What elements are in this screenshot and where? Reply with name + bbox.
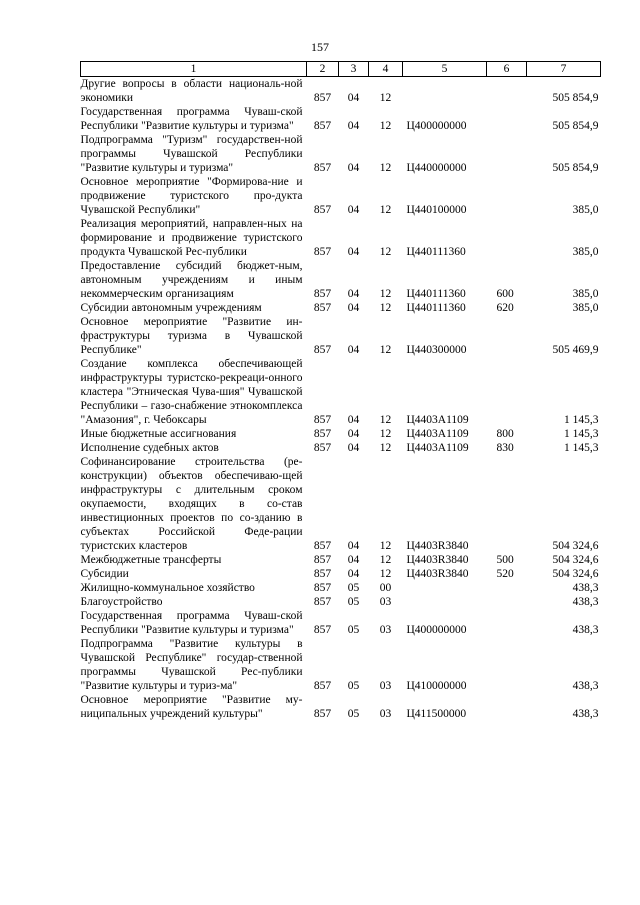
table-row: [81, 217, 601, 259]
table-row: [81, 693, 601, 721]
row-name: Субсидии автономным учреждениям: [80, 302, 262, 314]
table-row: [81, 441, 601, 455]
row-name: Основное мероприятие "Развитие ин-фраструктуры туризма в Чувашской Республике": [80, 316, 303, 356]
row-amount: 504 324,6: [552, 554, 599, 566]
table-row: [81, 553, 601, 567]
table-row: [81, 595, 601, 609]
row-section-code: 04: [347, 540, 360, 552]
row-grbs-code: 857: [313, 624, 332, 636]
row-target-article: Ц4403А1109: [406, 414, 469, 426]
row-section-code: 04: [347, 442, 360, 454]
row-grbs-code: 857: [313, 596, 332, 608]
row-section-code: 04: [347, 120, 360, 132]
row-name: Реализация мероприятий, направлен-ных на формирование и продвижение туристского продукта Чувашской Рес-публики: [80, 218, 303, 258]
row-amount: 1 145,3: [564, 442, 599, 454]
row-grbs-code: 857: [313, 288, 332, 300]
row-target-article: Ц440111360: [406, 246, 466, 258]
row-target-article: [403, 77, 487, 106]
row-grbs-code: 857: [313, 540, 332, 552]
row-subsection-code: 03: [379, 596, 392, 608]
row-subsection-code: 12: [379, 568, 392, 580]
row-subsection-code: 12: [379, 344, 392, 356]
table-row: [81, 315, 601, 357]
row-name: Создание комплекса обеспечивающей инфраструктуры туристско-рекреаци-онного кластера "Этническая Чува-шия" Чувашской Республики – газо-снабжение этнокомплекса "Амазония", г. Чебоксары: [80, 358, 303, 426]
row-expense-type: 600: [496, 288, 514, 300]
table-row: [81, 105, 601, 133]
row-subsection-code: 03: [379, 624, 392, 636]
row-grbs-code: 857: [313, 302, 332, 314]
row-section-code: 05: [347, 680, 360, 692]
table-row: [81, 301, 601, 315]
row-section-code: 05: [347, 708, 360, 720]
row-target-article: Ц440100000: [406, 204, 467, 216]
table-row: [81, 77, 601, 106]
table-row: [81, 581, 601, 595]
row-target-article: Ц440111360: [406, 288, 466, 300]
row-section-code: 04: [347, 554, 360, 566]
row-name: Исполнение судебных актов: [80, 442, 219, 454]
row-subsection-code: 12: [379, 288, 392, 300]
row-name: Софинансирование строительства (ре-конструкции) объектов обеспечиваю-щей инфраструктуры с длительным сроком окупаемости, входящих в со-став инвестиционных проектов по со-зданию в субъектах Российской Феде-рации туристских кластеров: [80, 456, 303, 552]
row-name: Другие вопросы в области националь-ной экономики: [80, 78, 303, 104]
row-expense-type: [487, 693, 527, 721]
row-grbs-code: 857: [313, 414, 332, 426]
row-target-article: [403, 595, 487, 609]
row-target-article: Ц440300000: [406, 344, 467, 356]
table-row: [81, 259, 601, 301]
table-row: [81, 609, 601, 637]
row-target-article: Ц440111360: [406, 302, 466, 314]
table-row: [81, 637, 601, 693]
row-expense-type: 830: [496, 442, 514, 454]
row-target-article: Ц410000000: [406, 680, 467, 692]
budget-table: [80, 61, 601, 721]
row-target-article: Ц4403R3840: [406, 554, 469, 566]
row-grbs-code: 857: [313, 246, 332, 258]
row-grbs-code: 857: [313, 344, 332, 356]
row-name: Благоустройство: [80, 596, 163, 608]
row-subsection-code: 12: [379, 246, 392, 258]
row-amount: 505 854,9: [552, 162, 599, 174]
header-col-5: 5: [403, 62, 487, 77]
row-section-code: 05: [347, 624, 360, 636]
row-grbs-code: 857: [313, 442, 332, 454]
row-expense-type: [487, 175, 527, 217]
row-subsection-code: 12: [379, 92, 392, 104]
row-amount: 1 145,3: [564, 428, 599, 440]
row-name: Государственная программа Чуваш-ской Республики "Развитие культуры и туризма": [80, 106, 303, 132]
row-target-article: Ц4403А1109: [406, 428, 469, 440]
row-name: Субсидии: [80, 568, 129, 580]
row-section-code: 05: [347, 582, 360, 594]
row-amount: 438,3: [572, 680, 599, 692]
row-subsection-code: 12: [379, 120, 392, 132]
row-name: Подпрограмма "Развитие культуры в Чувашской Республике" государ-ственной программы Чувашской Рес-публики "Развитие культуры и туриз-ма": [80, 638, 303, 692]
row-expense-type: [487, 455, 527, 553]
table-header-row: [81, 62, 601, 77]
row-expense-type: [487, 595, 527, 609]
row-expense-type: [487, 133, 527, 175]
row-target-article: Ц4403R3840: [406, 540, 469, 552]
row-grbs-code: 857: [313, 204, 332, 216]
row-amount: 385,0: [572, 246, 599, 258]
row-amount: 1 145,3: [564, 414, 599, 426]
row-target-article: Ц400000000: [406, 624, 467, 636]
row-subsection-code: 12: [379, 428, 392, 440]
row-expense-type: 520: [496, 568, 514, 580]
row-amount: 505 854,9: [552, 120, 599, 132]
page-number: 157: [311, 40, 329, 54]
row-amount: 438,3: [572, 708, 599, 720]
row-name: Государственная программа Чуваш-ской Республики "Развитие культуры и туризма": [80, 610, 303, 636]
row-expense-type: [487, 357, 527, 427]
row-name: Жилищно-коммунальное хозяйство: [80, 582, 255, 594]
row-expense-type: 800: [496, 428, 514, 440]
row-expense-type: [487, 77, 527, 106]
row-target-article: Ц411500000: [406, 708, 467, 720]
row-subsection-code: 12: [379, 302, 392, 314]
row-expense-type: [487, 581, 527, 595]
row-target-article: Ц4403А1109: [406, 442, 469, 454]
row-section-code: 04: [347, 246, 360, 258]
row-section-code: 04: [347, 428, 360, 440]
table-row: [81, 455, 601, 553]
header-col-7: 7: [527, 62, 601, 77]
row-section-code: 04: [347, 92, 360, 104]
row-expense-type: [487, 217, 527, 259]
row-section-code: 04: [347, 302, 360, 314]
row-subsection-code: 12: [379, 414, 392, 426]
row-amount: 385,0: [572, 302, 599, 314]
row-amount: 385,0: [572, 288, 599, 300]
row-section-code: 04: [347, 344, 360, 356]
row-name: Иные бюджетные ассигнования: [80, 428, 237, 440]
row-section-code: 04: [347, 162, 360, 174]
row-grbs-code: 857: [313, 428, 332, 440]
row-name: Предоставление субсидий бюджет-ным, автономным учреждениям и иным некоммерческим организациям: [80, 260, 303, 300]
row-target-article: Ц440000000: [406, 162, 467, 174]
row-target-article: Ц4403R3840: [406, 568, 469, 580]
table-row: [81, 567, 601, 581]
row-amount: 438,3: [572, 582, 599, 594]
row-section-code: 05: [347, 596, 360, 608]
row-name: Межбюджетные трансферты: [80, 554, 222, 566]
row-grbs-code: 857: [313, 120, 332, 132]
row-expense-type: 500: [496, 554, 514, 566]
table-body: [81, 77, 601, 722]
row-section-code: 04: [347, 204, 360, 216]
row-expense-type: 620: [496, 302, 514, 314]
row-section-code: 04: [347, 288, 360, 300]
header-col-1: 1: [81, 62, 307, 77]
row-expense-type: [487, 105, 527, 133]
row-amount: 438,3: [572, 596, 599, 608]
row-grbs-code: 857: [313, 680, 332, 692]
row-amount: 504 324,6: [552, 540, 599, 552]
table-row: [81, 175, 601, 217]
row-expense-type: [487, 315, 527, 357]
row-grbs-code: 857: [313, 554, 332, 566]
row-subsection-code: 03: [379, 680, 392, 692]
table-row: [81, 427, 601, 441]
row-amount: 438,3: [572, 624, 599, 636]
row-expense-type: [487, 637, 527, 693]
header-col-3: 3: [339, 62, 369, 77]
row-amount: 505 854,9: [552, 92, 599, 104]
row-subsection-code: 12: [379, 162, 392, 174]
header-col-2: 2: [307, 62, 339, 77]
row-grbs-code: 857: [313, 708, 332, 720]
row-grbs-code: 857: [313, 92, 332, 104]
row-name: Основное мероприятие "Формирова-ние и продвижение туристского про-дукта Чувашской Республики": [80, 176, 303, 216]
row-target-article: [403, 581, 487, 595]
row-subsection-code: 12: [379, 554, 392, 566]
row-grbs-code: 857: [313, 568, 332, 580]
row-grbs-code: 857: [313, 582, 332, 594]
row-section-code: 04: [347, 568, 360, 580]
row-amount: 385,0: [572, 204, 599, 216]
row-subsection-code: 12: [379, 540, 392, 552]
header-col-6: 6: [487, 62, 527, 77]
row-subsection-code: 03: [379, 708, 392, 720]
row-name: Основное мероприятие "Развитие му-ниципальных учреждений культуры": [80, 694, 303, 720]
row-amount: 504 324,6: [552, 568, 599, 580]
row-expense-type: [487, 609, 527, 637]
row-target-article: Ц400000000: [406, 120, 467, 132]
header-col-4: 4: [369, 62, 403, 77]
table-row: [81, 133, 601, 175]
row-amount: 505 469,9: [552, 344, 599, 356]
table-row: [81, 357, 601, 427]
row-subsection-code: 00: [379, 582, 392, 594]
row-subsection-code: 12: [379, 204, 392, 216]
row-section-code: 04: [347, 414, 360, 426]
row-grbs-code: 857: [313, 162, 332, 174]
row-name: Подпрограмма "Туризм" государствен-ной программы Чувашской Республики "Развитие культуры и туризма": [80, 134, 303, 174]
row-subsection-code: 12: [379, 442, 392, 454]
